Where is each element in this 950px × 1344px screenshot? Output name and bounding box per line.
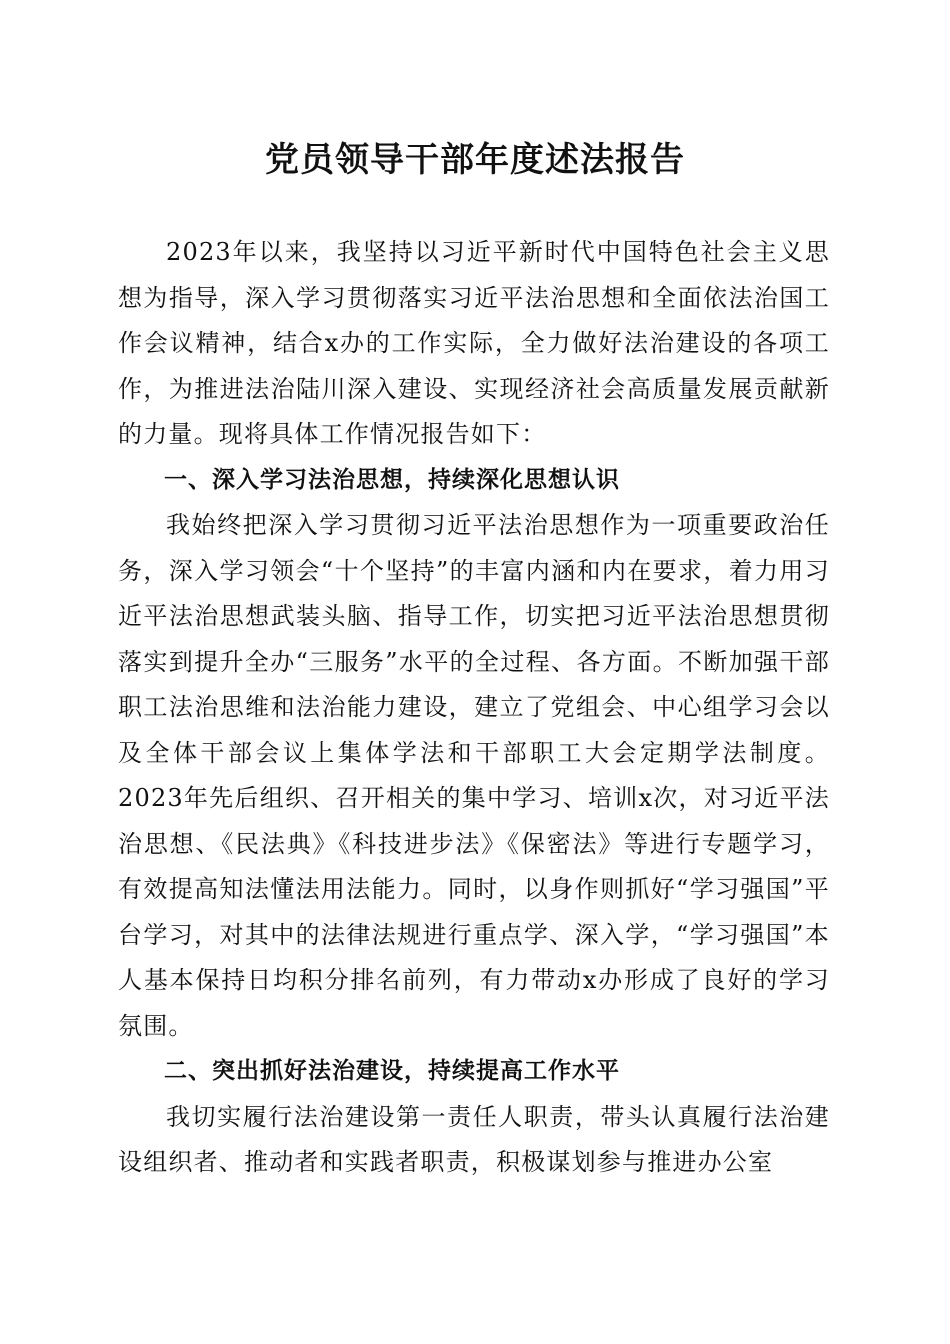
section-2-paragraph: 我切实履行法治建设第一责任人职责，带头认真履行法治建设组织者、推动者和实践者职责，积极谋划参与推进办公室	[118, 1102, 830, 1176]
section-1-paragraph: 我始终把深入学习贯彻习近平法治思想作为一项重要政治任务，深入学习领会“十个坚持”的丰富内涵和内在要求，着力用习近平法治思想武装头脑、指导工作，切实把习近平法治思想贯彻落实到提升全办“三服务”水平的全过程、各方面。不断加强干部职工法治思维和法治能力建设，建立了党组会、中心组学习会以及全体干部会议上集体学法和干部职工大会定期学法制度。2023年先后组织、召开相关的集中学习、培训x次，对习近平法治思想、《民法典》《科技进步法》《保密法》等进行专题学习，有效提高知法懂法用法能力。同时，以身作则抓好“学习强国”平台学习，对其中的法律法规进行重点学、深入学，“学习强国”本人基本保持日均积分排名前列，有力带动x办形成了良好的学习氛围。	[118, 511, 830, 1040]
document-title: 党员领导干部年度述法报告	[265, 140, 685, 180]
section-heading-2: 二、突出抓好法治建设，持续提高工作水平	[164, 1058, 620, 1084]
document-body	[118, 230, 830, 1186]
intro-paragraph: 2023年以来，我坚持以习近平新时代中国特色社会主义思想为指导，深入学习贯彻落实习近平法治思想和全面依法治国工作会议精神，结合x办的工作实际，全力做好法治建设的各项工作，为推进法治陆川深入建设、实现经济社会高质量发展贡献新的力量。现将具体工作情况报告如下：	[118, 238, 830, 448]
section-heading-1: 一、深入学习法治思想，持续深化思想认识	[164, 466, 620, 493]
